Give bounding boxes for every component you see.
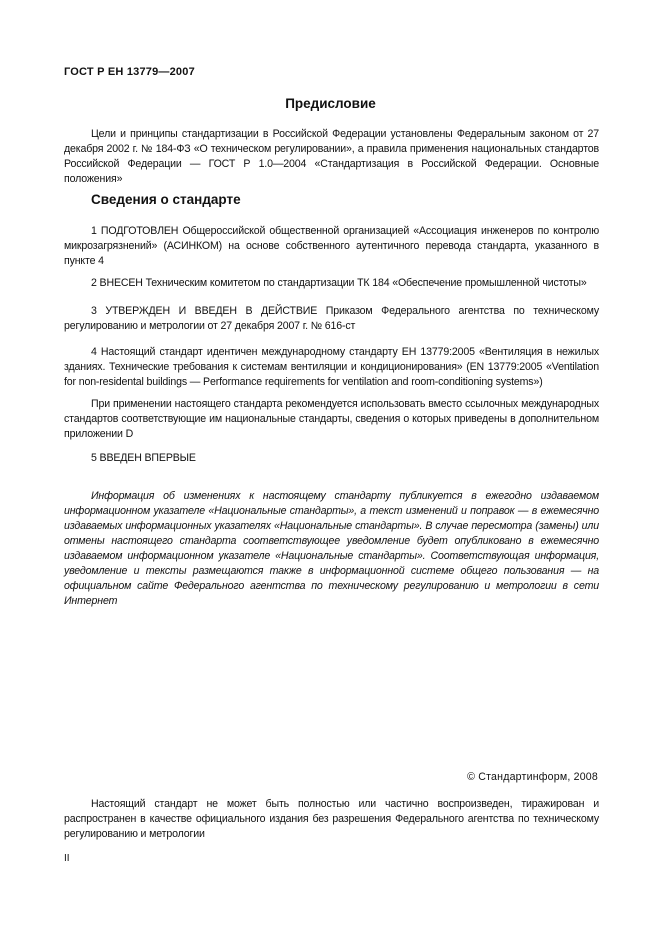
info-item-2: 2 ВНЕСЕН Техническим комитетом по стандартизации ТК 184 «Обеспечение промышленной чистоты» <box>91 277 587 289</box>
rights-notice: Настоящий стандарт не может быть полностью или частично воспроизведен, тиражирован и распространен в качестве официального издания без разрешения Федерального агентства по техническому регулированию и метрологии <box>64 798 599 840</box>
document-header: ГОСТ Р ЕН 13779—2007 <box>64 66 195 78</box>
copyright-line: © Стандартинформ, 2008 <box>467 771 598 783</box>
info-item-4: 4 Настоящий стандарт идентичен международному стандарту ЕН 13779:2005 «Вентиляция в нежилых зданиях. Технические требования к системам вентиляции и кондиционирования» (EN 13779:2005 «Ventilation for non-residental buildings — Performance requirements for ventilation and room-conditioning systems») <box>64 346 599 388</box>
page-number: II <box>64 853 70 864</box>
foreword-title: Предисловие <box>285 96 376 111</box>
change-notice: Информация об изменениях к настоящему стандарту публикуется в ежегодно издаваемом информационном указателе «Национальные стандарты», а текст изменений и поправок — в ежемесячно издаваемых информационных указателях «Национальные стандарты». В случае пересмотра (замены) или отмены настоящего стандарта соответствующее уведомление будет опубликовано в ежемесячно издаваемом информационном указателе «Национальные стандарты». Соответствующая информация, уведомление и тексты размещаются также в информационной системе общего пользования — на официальном сайте Федерального агентства по техническому регулированию и метрологии в сети Интернет <box>64 490 599 607</box>
info-item-5: 5 ВВЕДЕН ВПЕРВЫЕ <box>91 452 196 464</box>
info-item-3: 3 УТВЕРЖДЕН И ВВЕДЕН В ДЕЙСТВИЕ Приказом Федерального агентства по техническому регулированию и метрологии от 27 декабря 2007 г. № 616-ст <box>64 305 599 332</box>
info-title: Сведения о стандарте <box>91 192 241 207</box>
info-item-4-note: При применении настоящего стандарта рекомендуется использовать вместо ссылочных международных стандартов соответствующие им национальные стандарты, сведения о которых приведены в дополнительном приложении D <box>64 398 599 440</box>
foreword-text: Цели и принципы стандартизации в Российской Федерации установлены Федеральным законом от 27 декабря 2002 г. № 184-ФЗ «О техническом регулировании», а правила применения национальных стандартов Российской Федерации — ГОСТ Р 1.0—2004 «Стандартизация в Российской Федерации. Основные положения» <box>64 128 599 185</box>
info-item-1: 1 ПОДГОТОВЛЕН Общероссийской общественной организацией «Ассоциация инженеров по контролю микрозагрязнений» (АСИНКОМ) на основе собственного аутентичного перевода стандарта, указанного в пункте 4 <box>64 225 599 267</box>
